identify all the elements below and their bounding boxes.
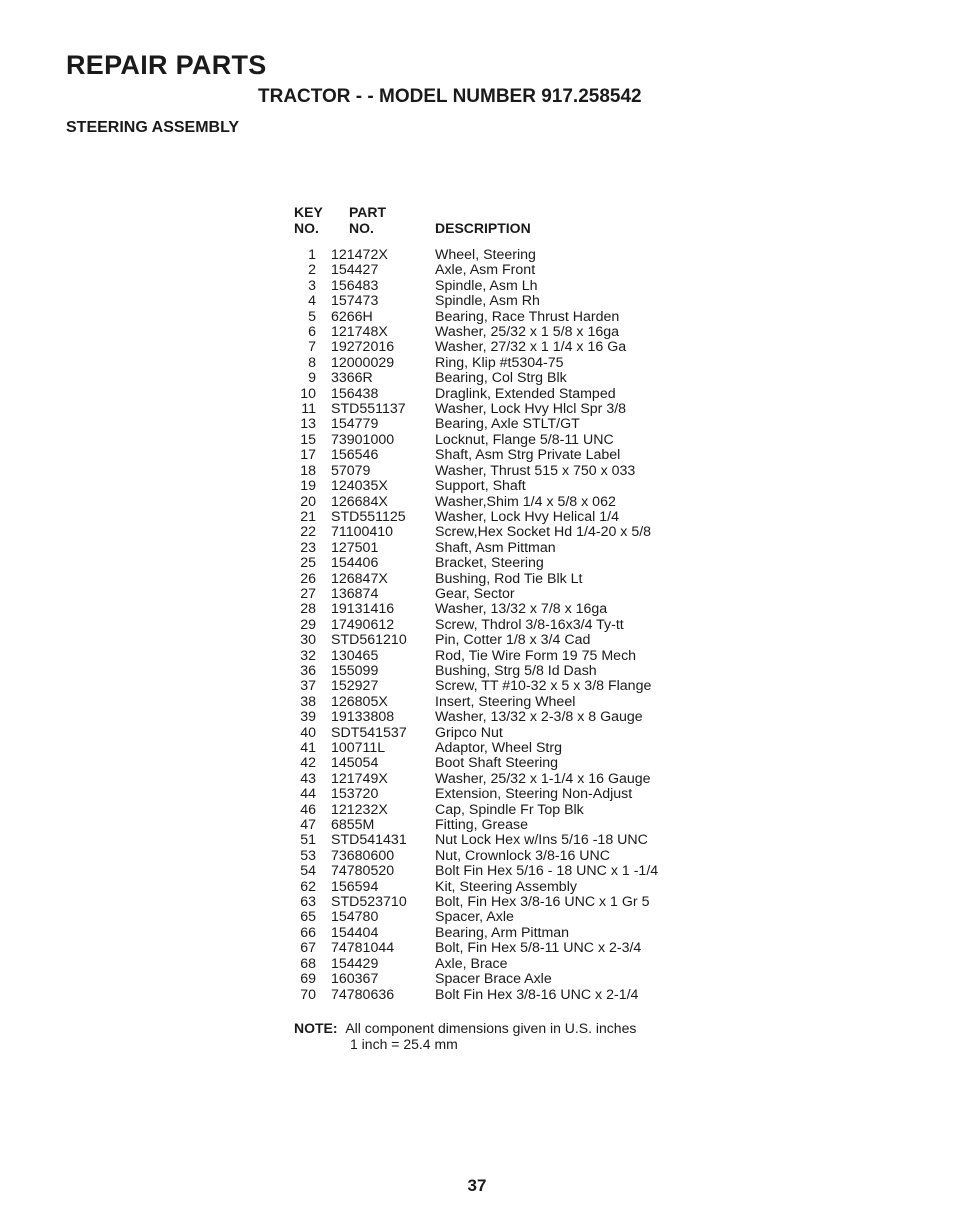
description-cell: Screw, Thdrol 3/8-16x3/4 Ty-tt	[435, 616, 624, 633]
description-cell: Insert, Steering Wheel	[435, 693, 576, 710]
table-row	[290, 849, 710, 864]
part-no-cell: 126684X	[331, 493, 388, 510]
part-header-line1: PART	[349, 204, 387, 220]
key-no-cell: 66	[300, 924, 316, 941]
description-cell: Kit, Steering Assembly	[435, 878, 577, 895]
key-no-cell: 42	[300, 755, 316, 772]
table-row	[290, 833, 710, 848]
table-row	[290, 618, 710, 633]
description-cell: Bolt Fin Hex 3/8-16 UNC x 2-1/4	[435, 986, 639, 1003]
description-cell: Draglink, Extended Stamped	[435, 385, 616, 402]
description-cell: Washer, 25/32 x 1 5/8 x 16ga	[435, 324, 620, 341]
part-no-cell: 156594	[331, 878, 379, 895]
key-no-cell: 11	[301, 401, 316, 418]
part-no-header	[349, 204, 386, 236]
key-no-cell: 7	[308, 339, 316, 356]
description-cell: Bearing, Axle STLT/GT	[435, 416, 580, 433]
parts-table-body	[290, 248, 710, 1003]
table-row	[290, 880, 710, 895]
parts-table	[290, 248, 710, 1003]
description-header: DESCRIPTION	[435, 220, 531, 236]
table-row	[290, 726, 710, 741]
part-no-cell: 6266H	[331, 308, 373, 325]
part-header-line2: NO.	[349, 220, 374, 236]
part-no-cell: 73901000	[331, 431, 395, 448]
key-no-cell: 15	[300, 431, 316, 448]
description-cell: Ring, Klip #t5304-75	[435, 354, 564, 371]
part-no-cell: SDT541537	[331, 724, 407, 741]
section-heading: STEERING ASSEMBLY	[66, 119, 240, 136]
key-no-cell: 63	[300, 894, 316, 911]
page-title: REPAIR PARTS	[66, 50, 267, 80]
table-row	[290, 895, 710, 910]
key-no-cell: 5	[308, 308, 316, 325]
description-cell: Bushing, Strg 5/8 Id Dash	[435, 662, 597, 679]
part-no-cell: 74780520	[331, 863, 395, 880]
part-no-cell: STD551125	[331, 508, 406, 525]
part-no-cell: STD561210	[331, 632, 407, 649]
table-row	[290, 803, 710, 818]
description-cell: Spacer, Axle	[435, 909, 514, 926]
key-no-cell: 26	[300, 570, 316, 587]
part-no-cell: 155099	[331, 662, 379, 679]
table-row	[290, 479, 710, 494]
part-no-cell: 156546	[331, 447, 379, 464]
key-no-header	[294, 204, 323, 236]
key-no-cell: 17	[300, 447, 316, 464]
key-header-line1: KEY	[294, 204, 323, 220]
part-no-cell: 19131416	[331, 601, 395, 618]
key-no-cell: 68	[300, 955, 316, 972]
key-no-cell: 9	[308, 370, 316, 387]
part-no-cell: 6855M	[331, 817, 375, 834]
key-no-cell: 32	[300, 647, 316, 664]
part-no-cell: 74780636	[331, 986, 395, 1003]
part-no-cell: 154406	[331, 555, 379, 572]
description-cell: Adaptor, Wheel Strg	[435, 740, 562, 756]
key-no-cell: 51	[300, 832, 316, 849]
key-header-line2: NO.	[294, 220, 319, 236]
table-row	[290, 602, 710, 617]
description-cell: Shaft, Asm Strg Private Label	[435, 447, 621, 464]
description-cell: Washer, Thrust 515 x 750 x 033	[435, 462, 636, 479]
part-no-cell: 124035X	[331, 478, 388, 495]
part-no-cell: 17490612	[331, 616, 395, 633]
part-no-cell: 154780	[331, 909, 379, 926]
table-row	[290, 325, 710, 340]
description-cell: Bearing, Col Strg Blk	[435, 370, 567, 387]
table-row	[290, 417, 710, 432]
part-no-cell: 71100410	[331, 524, 394, 541]
key-no-cell: 28	[300, 601, 316, 618]
description-cell: Washer, 13/32 x 2-3/8 x 8 Gauge	[435, 709, 643, 726]
key-no-cell: 38	[300, 693, 316, 710]
key-no-cell: 53	[300, 847, 316, 864]
table-row	[290, 710, 710, 725]
table-row	[290, 649, 710, 664]
note-line2: 1 inch = 25.4 mm	[350, 1036, 458, 1052]
description-cell: Bolt Fin Hex 5/16 - 18 UNC x 1 -1/4	[435, 863, 659, 880]
key-no-cell: 70	[300, 986, 316, 1003]
key-no-cell: 6	[308, 324, 316, 341]
description-cell: Extension, Steering Non-Adjust	[435, 786, 633, 803]
table-row	[290, 664, 710, 679]
table-row	[290, 248, 710, 263]
key-no-cell: 8	[308, 354, 316, 371]
part-no-cell: 127501	[331, 539, 379, 556]
key-no-cell: 27	[300, 585, 316, 602]
table-row	[290, 356, 710, 371]
key-no-cell: 20	[300, 493, 316, 510]
description-cell: Pin, Cotter 1/8 x 3/4 Cad	[435, 632, 591, 649]
part-no-cell: 100711L	[331, 740, 386, 756]
description-cell: Gripco Nut	[435, 724, 503, 741]
description-cell: Spindle, Asm Lh	[435, 277, 538, 294]
table-row	[290, 279, 710, 294]
key-no-cell: 29	[300, 616, 316, 633]
part-no-cell: 74781044	[331, 940, 395, 957]
key-no-cell: 36	[300, 662, 316, 679]
description-cell: Axle, Asm Front	[435, 262, 536, 279]
page-number: 37	[467, 1176, 487, 1195]
table-row	[290, 294, 710, 309]
key-no-cell: 40	[300, 724, 316, 741]
description-cell: Shaft, Asm Pittman	[435, 539, 556, 556]
key-no-cell: 1	[308, 247, 316, 263]
part-no-cell: 156483	[331, 277, 379, 294]
description-cell: Bolt, Fin Hex 5/8-11 UNC x 2-3/4	[435, 940, 642, 957]
description-cell: Bearing, Race Thrust Harden	[435, 308, 620, 325]
description-cell: Washer,Shim 1/4 x 5/8 x 062	[435, 493, 616, 510]
description-cell: Bolt, Fin Hex 3/8-16 UNC x 1 Gr 5	[435, 894, 650, 911]
key-no-cell: 43	[300, 770, 316, 787]
description-cell: Gear, Sector	[435, 585, 515, 602]
description-cell: Fitting, Grease	[435, 817, 529, 834]
key-no-cell: 30	[300, 632, 316, 649]
part-no-cell: 12000029	[331, 354, 395, 371]
model-subtitle: TRACTOR - - MODEL NUMBER 917.258542	[258, 86, 642, 107]
part-no-cell: 19133808	[331, 709, 395, 726]
key-no-cell: 62	[300, 878, 316, 895]
description-cell: Boot Shaft Steering	[435, 755, 559, 772]
part-no-cell: 136874	[331, 585, 379, 602]
part-no-cell: 57079	[331, 462, 371, 479]
description-cell: Washer, 27/32 x 1 1/4 x 16 Ga	[435, 339, 627, 356]
key-no-cell: 19	[300, 478, 316, 495]
table-row	[290, 587, 710, 602]
table-row	[290, 972, 710, 987]
key-no-cell: 69	[300, 971, 316, 988]
key-no-cell: 47	[300, 817, 316, 834]
table-row	[290, 433, 710, 448]
part-no-cell: 130465	[331, 647, 379, 664]
key-no-cell: 44	[300, 786, 316, 803]
table-row	[290, 787, 710, 802]
description-cell: Bearing, Arm Pittman	[435, 924, 570, 941]
key-no-cell: 46	[300, 801, 316, 818]
table-row	[290, 941, 710, 956]
part-no-cell: 3366R	[331, 370, 373, 387]
key-no-cell: 54	[300, 863, 316, 880]
key-no-cell: 4	[308, 293, 316, 310]
table-row	[290, 572, 710, 587]
key-no-cell: 13	[300, 416, 316, 433]
description-cell: Bushing, Rod Tie Blk Lt	[435, 570, 583, 587]
part-no-cell: 121748X	[331, 324, 388, 341]
description-cell: Support, Shaft	[435, 478, 526, 495]
description-cell: Washer, Lock Hvy Helical 1/4	[435, 508, 619, 525]
table-row	[290, 387, 710, 402]
note-line1: All component dimensions given in U.S. inches	[345, 1020, 637, 1036]
table-row	[290, 772, 710, 787]
table-row	[290, 510, 710, 525]
description-cell: Locknut, Flange 5/8-11 UNC	[435, 431, 614, 448]
part-no-cell: 154779	[331, 416, 379, 433]
part-no-cell: 160367	[331, 971, 379, 988]
part-no-cell: 154404	[331, 924, 379, 941]
table-row	[290, 371, 710, 386]
table-row	[290, 910, 710, 925]
part-no-cell: 126805X	[331, 693, 388, 710]
description-cell: Nut Lock Hex w/Ins 5/16 -18 UNC	[435, 832, 648, 849]
description-cell: Washer, 25/32 x 1-1/4 x 16 Gauge	[435, 770, 651, 787]
part-no-cell: 121749X	[331, 770, 388, 787]
key-no-cell: 37	[300, 678, 316, 695]
key-no-cell: 25	[300, 555, 316, 572]
part-no-cell: 121472X	[331, 247, 388, 263]
part-no-cell: 154429	[331, 955, 379, 972]
key-no-cell: 65	[300, 909, 316, 926]
part-no-cell: 152927	[331, 678, 379, 695]
part-no-cell: 73680600	[331, 847, 395, 864]
table-row	[290, 818, 710, 833]
key-no-cell: 18	[300, 462, 316, 479]
table-row	[290, 695, 710, 710]
table-row	[290, 263, 710, 278]
table-row	[290, 926, 710, 941]
part-no-cell: 157473	[331, 293, 379, 310]
table-row	[290, 525, 710, 540]
part-no-cell: 156438	[331, 385, 379, 402]
table-row	[290, 541, 710, 556]
table-row	[290, 464, 710, 479]
key-no-cell: 2	[308, 262, 316, 279]
key-no-cell: 23	[300, 539, 316, 556]
description-cell: Nut, Crownlock 3/8-16 UNC	[435, 847, 611, 864]
part-no-cell: STD523710	[331, 894, 407, 911]
table-row	[290, 756, 710, 771]
table-row	[290, 864, 710, 879]
part-no-cell: 154427	[331, 262, 379, 279]
table-row	[290, 957, 710, 972]
note-block	[294, 1020, 636, 1052]
table-row	[290, 340, 710, 355]
key-no-cell: 21	[300, 508, 316, 525]
description-cell: Screw,Hex Socket Hd 1/4-20 x 5/8	[435, 524, 652, 541]
description-cell: Wheel, Steering	[435, 247, 536, 263]
description-cell: Screw, TT #10-32 x 5 x 3/8 Flange	[435, 678, 652, 695]
key-no-cell: 10	[300, 385, 316, 402]
key-no-cell: 22	[300, 524, 316, 541]
part-no-cell: 126847X	[331, 570, 388, 587]
part-no-cell: 121232X	[331, 801, 388, 818]
description-cell: Cap, Spindle Fr Top Blk	[435, 801, 584, 818]
table-row	[290, 448, 710, 463]
table-row	[290, 402, 710, 417]
table-row	[290, 679, 710, 694]
part-no-cell: STD541431	[331, 832, 407, 849]
description-cell: Spindle, Asm Rh	[435, 293, 540, 310]
key-no-cell: 39	[300, 709, 316, 726]
description-cell: Washer, 13/32 x 7/8 x 16ga	[435, 601, 608, 618]
key-no-cell: 3	[308, 277, 316, 294]
key-no-cell: 67	[300, 940, 316, 957]
table-row	[290, 310, 710, 325]
description-cell: Washer, Lock Hvy Hlcl Spr 3/8	[435, 401, 627, 418]
description-cell: Bracket, Steering	[435, 555, 544, 572]
description-cell: Spacer Brace Axle	[435, 971, 552, 988]
part-no-cell: STD551137	[331, 401, 406, 418]
table-row	[290, 633, 710, 648]
part-no-cell: 153720	[331, 786, 379, 803]
key-no-cell: 41	[300, 740, 316, 756]
table-row	[290, 741, 710, 756]
part-no-cell: 145054	[331, 755, 379, 772]
table-row	[290, 988, 710, 1003]
part-no-cell: 19272016	[331, 339, 395, 356]
table-row	[290, 495, 710, 510]
table-row	[290, 556, 710, 571]
description-cell: Axle, Brace	[435, 955, 508, 972]
description-cell: Rod, Tie Wire Form 19 75 Mech	[435, 647, 637, 664]
note-label: NOTE:	[294, 1020, 338, 1036]
